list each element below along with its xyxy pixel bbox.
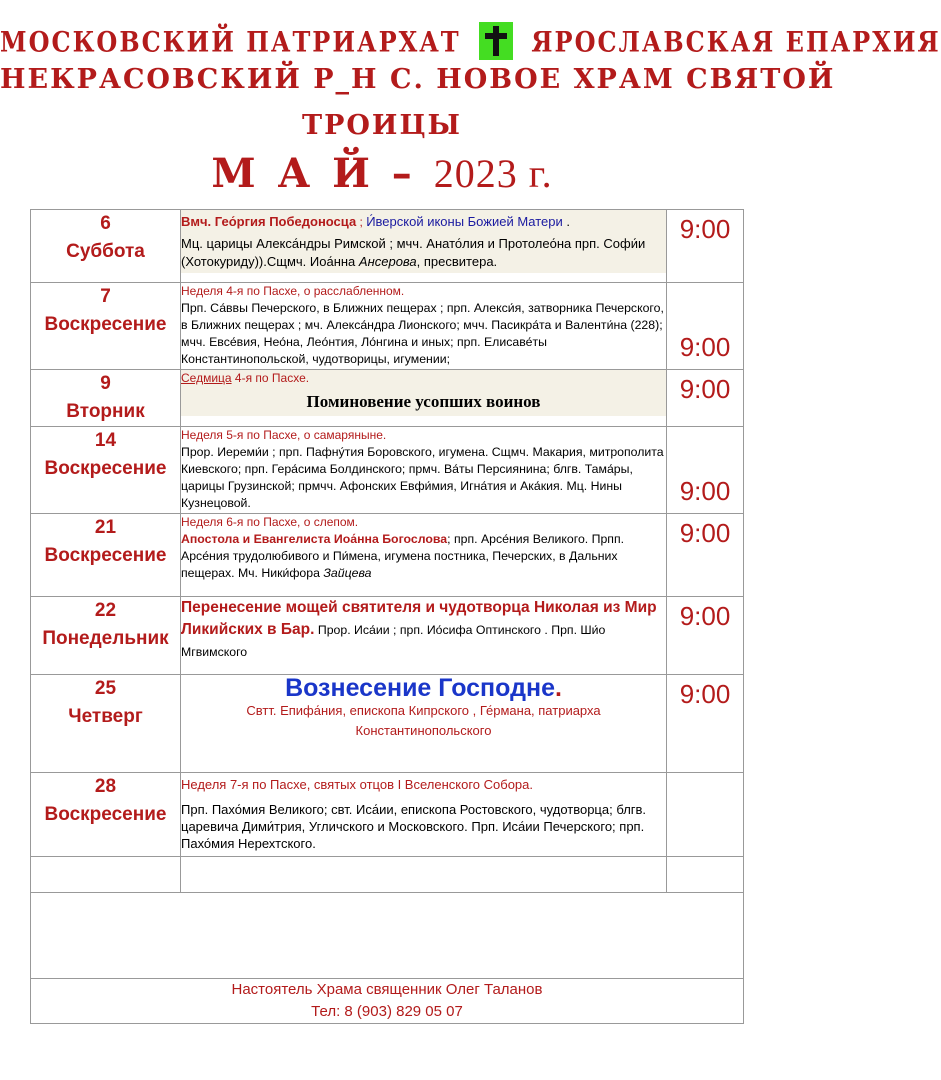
saints-body: Прор. Иса́ии ; прп. Ио́сифа Оптинского . Прп. Ши́о Мгвимского xyxy=(181,623,606,659)
day-number: 9 xyxy=(100,373,111,394)
month-name: М А Й – xyxy=(211,150,434,197)
description-cell xyxy=(181,427,667,514)
blank-row xyxy=(31,893,744,979)
schedule-table xyxy=(30,209,744,1024)
memorial-title: Поминовение усопших воинов xyxy=(306,392,541,411)
description-cell xyxy=(181,283,667,370)
saints-line-2 xyxy=(181,235,666,271)
sunday-title: Неделя 4-я по Пасхе, о расслабленном. xyxy=(181,284,405,298)
memorial-block xyxy=(181,370,666,416)
service-time: 9:00 xyxy=(679,332,731,362)
table-row xyxy=(31,210,744,283)
blank-cell xyxy=(31,893,744,979)
empty-cell xyxy=(181,857,667,893)
description-cell xyxy=(181,773,667,857)
day-number: 6 xyxy=(100,213,111,234)
feast-saints: Свтт. Епифа́ния, епископа Кипрского , Ге́рмана, патриарха Константинопольского xyxy=(246,703,601,738)
table-row xyxy=(31,427,744,514)
weekday: Понедельник xyxy=(42,628,169,649)
rector-line: Настоятель Храма священник Олег Таланов xyxy=(231,981,543,998)
icon-feast: И́верской иконы Божией Матери xyxy=(366,214,563,229)
header-line-2: НЕКРАСОВСКИЙ Р_Н С. НОВОЕ ХРАМ СВЯТОЙ xyxy=(0,64,836,95)
saint-name: Вмч. Гео́ргия Победоносца xyxy=(181,214,357,229)
day-cell xyxy=(31,514,181,597)
saints-text xyxy=(181,597,666,663)
day-cell xyxy=(31,210,181,283)
day-cell xyxy=(31,427,181,514)
day-cell xyxy=(31,597,181,675)
weekday: Суббота xyxy=(66,241,145,262)
day-number: 28 xyxy=(94,776,117,797)
saints-italic: Ансерова xyxy=(358,254,417,269)
table-row xyxy=(31,773,744,857)
service-time: 9:00 xyxy=(679,601,731,631)
saints-line-1 xyxy=(181,212,666,232)
day-cell xyxy=(31,283,181,370)
service-time: 9:00 xyxy=(679,374,731,404)
weekday: Четверг xyxy=(68,706,143,727)
table-row xyxy=(31,283,744,370)
description-cell xyxy=(181,514,667,597)
saints-text: Прор. Иереми́и ; прп. Пафну́тия Боровского, игумена. Сщмч. Макария, митрополита Киевского; прп. Гера́сима Болдинского; прмч. Ва́ты Персиянина; блгв. Тама́ры, царицы Грузинской; прмчч. Афонских Евфи́мия, Игна́тия и Ака́кия. Мц. Нины Кузнецовой. xyxy=(181,445,664,510)
weekday: Воскресение xyxy=(44,314,167,335)
diocese-title: ЯРОСЛАВСКАЯ ЕПАРХИЯ xyxy=(531,24,941,58)
saints-text-end: , пресвитера. xyxy=(416,254,498,269)
week-link: Седмица xyxy=(181,371,232,385)
saints-block xyxy=(181,210,666,273)
table-row xyxy=(31,597,744,675)
saints-text: Мц. царицы Алекса́ндры Римской ; мчч. Анато́лия и Протолео́на прп. Софи́и (Хотокуриду)).Сщмч. Иоа́нна xyxy=(181,236,646,269)
feast-name: Апостола и Евангелиста Иоа́нна Богослова xyxy=(181,532,448,546)
month-title xyxy=(0,150,764,197)
empty-cell xyxy=(667,857,744,893)
separator: ; xyxy=(356,215,367,229)
time-cell xyxy=(667,514,744,597)
description-cell xyxy=(181,370,667,427)
weekday: Воскресение xyxy=(44,458,167,479)
feast-name: Вознесение Господне xyxy=(285,674,555,702)
footer-row xyxy=(31,979,744,1024)
saints-text: Прп. Пахо́мия Великого; свт. Иса́ии, епископа Ростовского, чудотворца; блгв. царевича Дими́трия, Угличского и Московского. Прп. Иса́ии Печерского; прп. Пахо́мия Нерехтского. xyxy=(181,802,647,851)
service-time: 9:00 xyxy=(679,518,731,548)
empty-cell xyxy=(31,857,181,893)
phone-line: Тел: 8 (903) 829 05 07 xyxy=(311,1003,463,1020)
sunday-title: Неделя 5-я по Пасхе, о самаряныне. xyxy=(181,428,387,442)
footer-cell xyxy=(31,979,744,1024)
separator: . xyxy=(562,214,571,229)
time-cell xyxy=(667,283,744,370)
weekday: Вторник xyxy=(66,401,145,422)
description-cell xyxy=(181,675,667,773)
time-cell xyxy=(667,773,744,857)
orthodox-cross-icon xyxy=(479,22,513,60)
day-cell xyxy=(31,370,181,427)
day-number: 21 xyxy=(94,517,117,538)
saints-body: ; прп. Арсе́ния Великого. Прпп. Арсе́ния трудолюбивого и Пи́мена, игумена постника, Печерских, в Дальних пещерах. Мч. Ники́фора xyxy=(181,532,625,580)
table-row xyxy=(31,675,744,773)
day-number: 25 xyxy=(94,678,117,699)
table-row xyxy=(31,370,744,427)
service-time: 9:00 xyxy=(679,679,731,709)
patriarchate-title: МОСКОВСКИЙ ПАТРИАРХАТ xyxy=(0,24,461,58)
weekday: Воскресение xyxy=(44,804,167,825)
week-rest: 4-я по Пасхе. xyxy=(231,371,310,385)
empty-row xyxy=(31,857,744,893)
service-time: 9:00 xyxy=(679,214,731,244)
year: 2023 г. xyxy=(433,151,553,196)
day-number: 22 xyxy=(94,600,117,621)
saints-italic: Зайцева xyxy=(323,566,372,580)
feast-title xyxy=(181,674,666,702)
day-cell xyxy=(31,675,181,773)
service-time: 9:00 xyxy=(679,476,731,506)
time-cell xyxy=(667,597,744,675)
weekday: Воскресение xyxy=(44,545,167,566)
sunday-title: Неделя 6-я по Пасхе, о слепом. xyxy=(181,515,359,529)
time-cell xyxy=(667,675,744,773)
time-cell xyxy=(667,427,744,514)
description-cell xyxy=(181,597,667,675)
saints-text xyxy=(181,531,666,582)
time-cell xyxy=(667,210,744,283)
header-line-3: ТРОИЦЫ xyxy=(302,110,462,141)
description-cell xyxy=(181,210,667,283)
feast-dot: . xyxy=(554,674,562,702)
header-line-1 xyxy=(0,22,941,60)
day-cell xyxy=(31,773,181,857)
table-row xyxy=(31,514,744,597)
time-cell xyxy=(667,370,744,427)
feast-name: Перенесение мощей святителя и чудотворца Николая из Мир Ликийских в Бар. xyxy=(181,599,657,638)
day-number: 7 xyxy=(100,286,111,307)
sunday-title: Неделя 7-я по Пасхе, святых отцов I Вселенского Собора. xyxy=(181,777,533,792)
week-title xyxy=(181,370,666,387)
day-number: 14 xyxy=(94,430,117,451)
saints-text: Прп. Са́ввы Печерского, в Ближних пещерах ; прп. Алекси́я, затворника Печерского, в Ближних пещерах ; мч. Алекса́ндра Лионского; мчч. Пасикра́та и Валенти́на (228); мчч. Евсе́вия, Нео́на, Лео́нтия, Ло́нгина и иных; прп. Елисаве́ты Константинопольской, чудотворицы, игумении; xyxy=(181,301,664,366)
